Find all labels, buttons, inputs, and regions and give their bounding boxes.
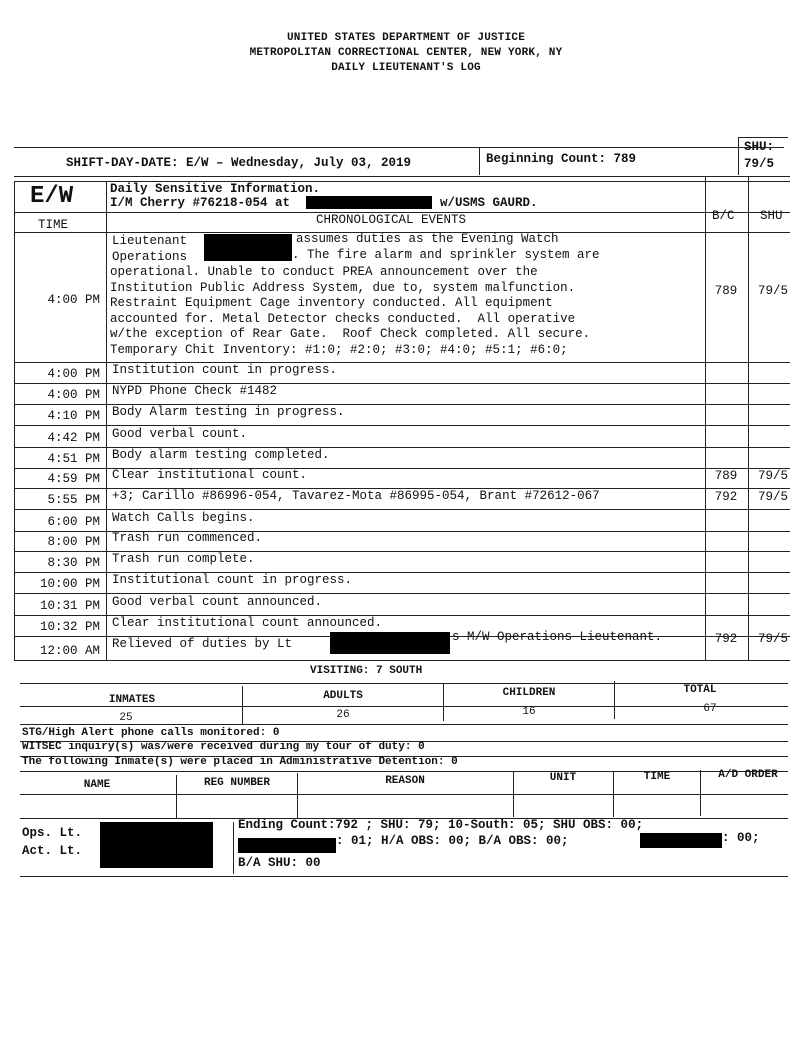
redaction-block bbox=[306, 196, 432, 209]
summary-top-rule bbox=[14, 147, 784, 148]
entry-text: Body Alarm testing in progress. bbox=[112, 405, 345, 419]
footer-bottom-rule bbox=[20, 876, 788, 877]
entry-text: +3; Carillo #86996-054, Tavarez-Mota #86995-054, Brant #72612-067 bbox=[112, 489, 600, 503]
ad-header-unit: UNIT bbox=[549, 772, 577, 784]
entry-text: assumes duties as the Evening Watch bbox=[296, 232, 559, 246]
sensitive-title: Daily Sensitive Information. bbox=[110, 182, 321, 196]
entry-text: s M/W Operations Lieutenant. bbox=[452, 630, 663, 644]
entry-text: Body alarm testing completed. bbox=[112, 448, 330, 462]
ad-divider bbox=[297, 773, 298, 819]
entry-bc: 789 bbox=[714, 469, 738, 483]
ad-header-name: NAME bbox=[83, 779, 111, 791]
redaction-block bbox=[100, 822, 213, 868]
entry-text: Operations bbox=[112, 250, 188, 264]
footer-divider bbox=[233, 822, 234, 874]
act-lt-label: Act. Lt. bbox=[22, 844, 83, 858]
bc-column-rule bbox=[748, 176, 749, 660]
entry-time: 6:00 PM bbox=[47, 515, 100, 529]
entry-shu: 79/5 bbox=[758, 490, 789, 504]
visiting-value-adults: 26 bbox=[336, 709, 350, 721]
time-column-header: TIME bbox=[38, 218, 69, 232]
entry-time: 4:59 PM bbox=[47, 472, 100, 486]
ad-divider bbox=[176, 775, 177, 819]
ad-divider bbox=[613, 771, 614, 817]
entry-text: . The fire alarm and sprinkler system are bbox=[292, 248, 600, 262]
visiting-header-adults: ADULTS bbox=[323, 690, 363, 702]
ad-divider bbox=[700, 770, 701, 816]
entry-text: Institutional count in progress. bbox=[112, 573, 353, 587]
log-title: DAILY LIEUTENANT'S LOG bbox=[331, 62, 481, 74]
visiting-value-total: 67 bbox=[703, 703, 717, 715]
visiting-divider bbox=[614, 681, 615, 719]
redaction-block bbox=[204, 252, 292, 261]
row-rule bbox=[14, 593, 790, 594]
entry-time: 4:10 PM bbox=[47, 409, 100, 423]
summary-divider-2 bbox=[738, 137, 739, 175]
visiting-header-total: TOTAL bbox=[683, 684, 717, 696]
redaction-block bbox=[640, 833, 722, 848]
entry-time: 10:31 PM bbox=[39, 599, 100, 613]
shu-top-rule bbox=[738, 137, 788, 138]
entry-text: Institution count in progress. bbox=[112, 363, 338, 377]
entry-text: Good verbal count. bbox=[112, 427, 248, 441]
entry-bc: 789 bbox=[714, 284, 738, 298]
entry-time: 5:55 PM bbox=[47, 493, 100, 507]
shu-value: 79/5 bbox=[744, 157, 775, 171]
entry-text: Relieved of duties by Lt bbox=[112, 637, 293, 651]
entry-time: 8:00 PM bbox=[47, 535, 100, 549]
visiting-header-children: CHILDREN bbox=[502, 687, 556, 699]
events-column-rule bbox=[705, 176, 706, 660]
log-bottom-rule bbox=[14, 660, 790, 661]
entry-text: Trash run commenced. bbox=[112, 531, 263, 545]
entry-time: 12:00 AM bbox=[39, 644, 100, 658]
ending-count-line: B/A SHU: 00 bbox=[238, 856, 321, 870]
row-rule bbox=[14, 509, 790, 510]
ad-header-time: TIME bbox=[643, 771, 671, 783]
events-column-header: CHRONOLOGICAL EVENTS bbox=[316, 213, 467, 227]
redaction-block bbox=[238, 838, 336, 853]
entry-time: 10:32 PM bbox=[39, 620, 100, 634]
entry-text: Clear institutional count announced. bbox=[112, 616, 383, 630]
entry-text: NYPD Phone Check #1482 bbox=[112, 384, 278, 398]
entry-body: operational. Unable to conduct PREA announcement over the Institution Public Address System, due to, system malfunction. Restraint Equipment Cage inventory conducted. All equipment accounted for. Metal Detector checks conducted. All operative w/the exception of Rear Gate. Roof Check completed. All secure. Temporary Chit Inventory: #1:0; #2:0; #3:0; #4:0; #5:1; #6:0; bbox=[110, 265, 591, 357]
entry-bc: 792 bbox=[714, 490, 738, 504]
ending-count-line: Ending Count:792 ; SHU: 79; 10-South: 05; SHU OBS: 00; bbox=[238, 818, 644, 832]
ending-count-line: : 01; H/A OBS: 00; B/A OBS: 00; bbox=[336, 834, 569, 848]
ad-header-rule bbox=[20, 794, 788, 795]
redaction-block bbox=[204, 234, 292, 252]
visiting-title: VISITING: 7 SOUTH bbox=[310, 665, 423, 677]
sensitive-line-b: w/USMS GAURD. bbox=[440, 196, 538, 210]
entry-shu: 79/5 bbox=[758, 632, 789, 646]
entry-text: Trash run complete. bbox=[112, 552, 255, 566]
row-rule bbox=[14, 425, 790, 426]
bc-column-header: B/C bbox=[712, 209, 735, 223]
entry-time: 10:00 PM bbox=[39, 577, 100, 591]
stg-note: STG/High Alert phone calls monitored: 0 bbox=[22, 727, 280, 739]
beginning-count: Beginning Count: 789 bbox=[486, 152, 637, 166]
visiting-bottom-rule bbox=[20, 724, 788, 725]
entry-time: 4:00 PM bbox=[47, 293, 100, 307]
entry-text: Clear institutional count. bbox=[112, 468, 308, 482]
entry-shu: 79/5 bbox=[758, 469, 789, 483]
entry-shu: 79/5 bbox=[758, 284, 789, 298]
entry-time: 4:00 PM bbox=[47, 388, 100, 402]
admin-detention-note: The following Inmate(s) were placed in Administrative Detention: 0 bbox=[22, 756, 458, 768]
ad-header-reason: REASON bbox=[385, 775, 425, 787]
ad-header-reg-number: REG NUMBER bbox=[203, 777, 270, 789]
visiting-header-inmates: INMATES bbox=[108, 694, 156, 706]
entry-text: Good verbal count announced. bbox=[112, 595, 323, 609]
ad-divider bbox=[513, 771, 514, 817]
entry-time: 8:30 PM bbox=[47, 556, 100, 570]
summary-bottom-rule bbox=[14, 176, 790, 177]
entry-bc: 792 bbox=[714, 632, 738, 646]
entry-time: 4:51 PM bbox=[47, 452, 100, 466]
ending-count-line: : 00; bbox=[722, 831, 760, 845]
redaction-block bbox=[330, 632, 450, 654]
visiting-divider bbox=[242, 686, 243, 724]
shift-code: E/W bbox=[30, 183, 74, 210]
entry-text: Lieutenant bbox=[112, 234, 188, 248]
sensitive-line-a: I/M Cherry #76218-054 at bbox=[110, 196, 291, 210]
witsec-note: WITSEC inquiry(s) was/were received during my tour of duty: 0 bbox=[22, 741, 425, 753]
agency-title: UNITED STATES DEPARTMENT OF JUSTICE bbox=[286, 32, 526, 44]
visiting-divider bbox=[443, 683, 444, 721]
left-border bbox=[14, 181, 15, 660]
shu-label: SHU: bbox=[744, 140, 775, 154]
time-column-rule bbox=[106, 181, 107, 660]
summary-divider-1 bbox=[479, 147, 480, 175]
facility-title: METROPOLITAN CORRECTIONAL CENTER, NEW YORK, NY bbox=[249, 47, 563, 59]
entry-time: 4:42 PM bbox=[47, 431, 100, 445]
shu-column-header: SHU bbox=[760, 209, 783, 223]
visiting-value-children: 16 bbox=[522, 706, 536, 718]
ops-lt-label: Ops. Lt. bbox=[22, 826, 83, 840]
entry-text: Watch Calls begins. bbox=[112, 511, 255, 525]
visiting-value-inmates: 25 bbox=[119, 712, 133, 724]
shift-day-date: SHIFT-DAY-DATE: E/W – Wednesday, July 03, 2019 bbox=[66, 156, 412, 170]
entry-time: 4:00 PM bbox=[47, 367, 100, 381]
ad-header-ad-order: A/D ORDER bbox=[718, 769, 778, 781]
